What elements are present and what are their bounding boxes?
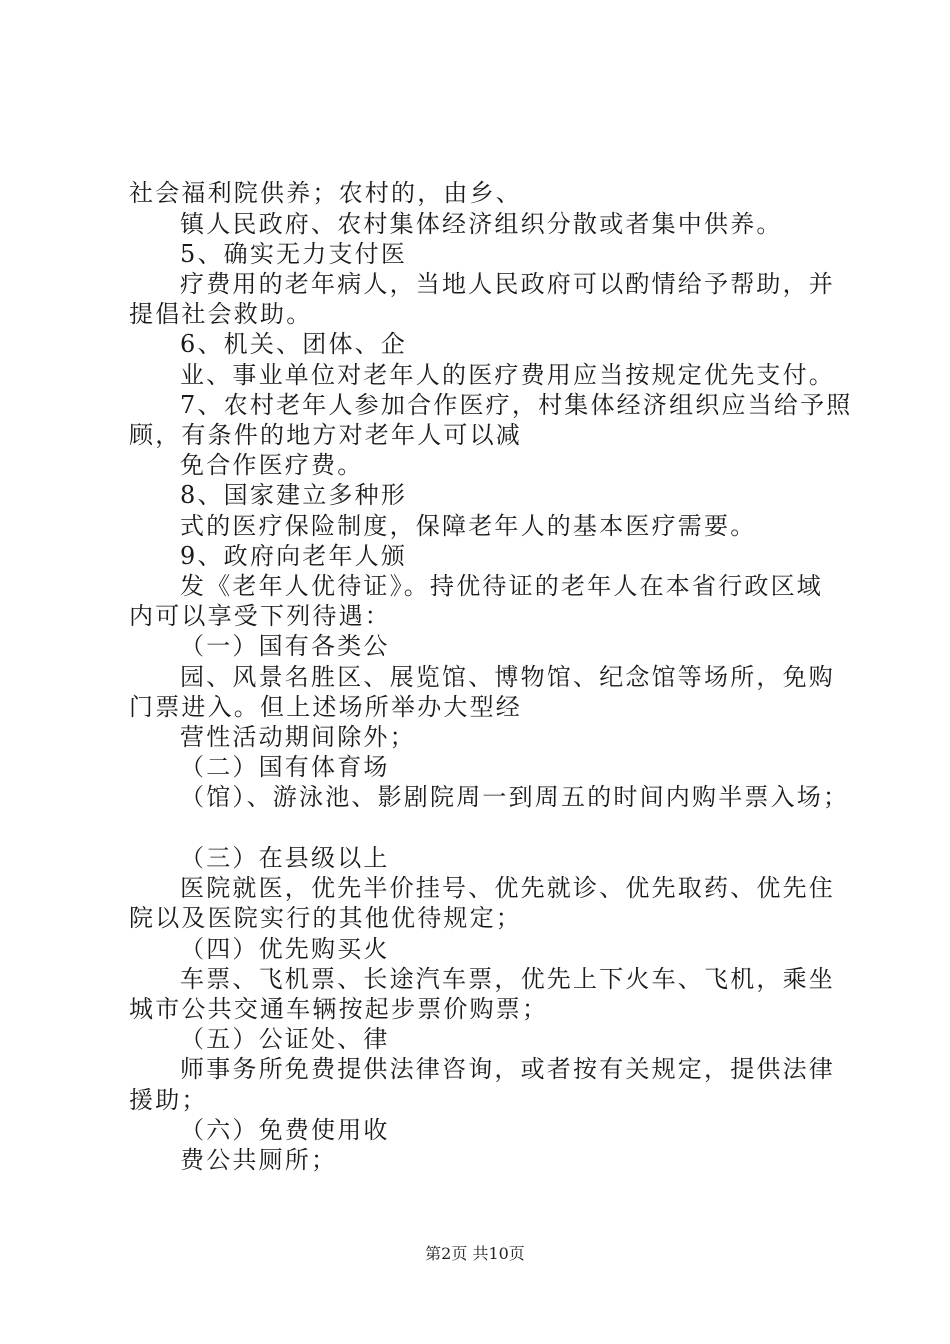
text-line: 城市公共交通车辆按起步票价购票； bbox=[129, 995, 549, 1023]
text-line: 院以及医院实行的其他优待规定； bbox=[129, 904, 522, 932]
text-line: 6、机关、团体、企 bbox=[180, 330, 408, 358]
text-line: （一）国有各类公 bbox=[180, 632, 390, 660]
text-line: 5、确实无力支付医 bbox=[180, 240, 408, 268]
text-line: 车票、飞机票、长途汽车票，优先上下火车、飞机，乘坐 bbox=[180, 965, 835, 993]
text-line: （四）优先购买火 bbox=[180, 935, 390, 963]
text-line: 社会福利院供养；农村的，由乡、 bbox=[129, 179, 522, 207]
text-line: 园、风景名胜区、展览馆、博物馆、纪念馆等场所，免购 bbox=[180, 663, 835, 691]
text-line: 式的医疗保险制度，保障老年人的基本医疗需要。 bbox=[180, 512, 757, 540]
text-line: 提倡社会救助。 bbox=[129, 300, 313, 328]
text-line: 镇人民政府、农村集体经济组织分散或者集中供养。 bbox=[180, 210, 783, 238]
text-line: 9、政府向老年人颁 bbox=[180, 542, 408, 570]
text-line: （三）在县级以上 bbox=[180, 844, 390, 872]
text-line: 免合作医疗费。 bbox=[180, 451, 364, 479]
text-line: 发《老年人优待证》。持优待证的老年人在本省行政区域 bbox=[180, 572, 823, 600]
text-line: 内可以享受下列待遇： bbox=[129, 602, 391, 630]
text-line: 疗费用的老年病人，当地人民政府可以酌情给予帮助，并 bbox=[180, 270, 835, 298]
text-line: 费公共厕所； bbox=[180, 1146, 338, 1174]
text-line: 师事务所免费提供法律咨询，或者按有关规定，提供法律 bbox=[180, 1055, 835, 1083]
text-line: 顾，有条件的地方对老年人可以减 bbox=[129, 421, 522, 449]
text-line: （六）免费使用收 bbox=[180, 1116, 390, 1144]
page-number-footer: 第2页 共10页 bbox=[425, 1244, 525, 1263]
text-line: 业、事业单位对老年人的医疗费用应当按规定优先支付。 bbox=[180, 361, 835, 389]
text-line: 7、农村老年人参加合作医疗，村集体经济组织应当给予照 bbox=[180, 391, 853, 419]
text-line: 医院就医，优先半价挂号、优先就诊、优先取药、优先住 bbox=[180, 874, 835, 902]
text-line: 门票进入。但上述场所举办大型经 bbox=[129, 693, 522, 721]
text-line: （馆）、游泳池、影剧院周一到周五的时间内购半票入场； bbox=[180, 783, 850, 811]
text-line: （五）公证处、律 bbox=[180, 1025, 390, 1053]
text-line: （二）国有体育场 bbox=[180, 753, 390, 781]
text-line: 8、国家建立多种形 bbox=[180, 481, 408, 509]
text-line: 援助； bbox=[129, 1086, 208, 1114]
text-line: 营性活动期间除外； bbox=[180, 723, 416, 751]
